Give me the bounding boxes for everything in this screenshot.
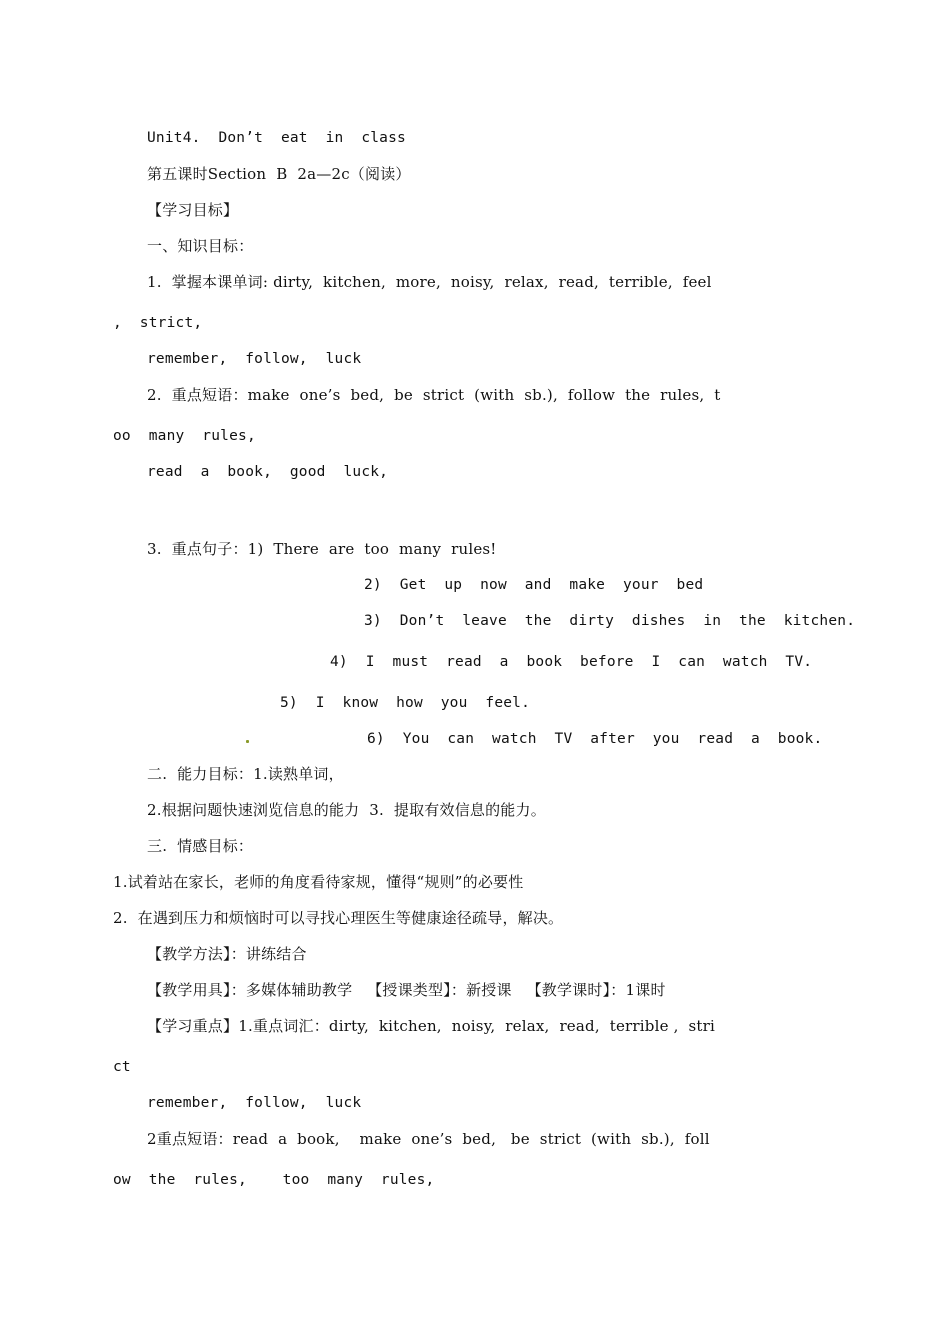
vocabulary-line: 1. 掌握本课单词: dirty, kitchen, more, noisy, relax, read, terrible, feel (147, 273, 712, 291)
knowledge-goals-heading: 一、知识目标： (147, 237, 254, 255)
unit-title: Unit4. Don’t eat in class (147, 130, 406, 146)
vocabulary-line-cont: , strict, (113, 315, 203, 331)
sentences-line-5: 5) I know how you feel. (280, 695, 531, 711)
key-points-vocab: 【学习重点】1.重点词汇：dirty, kitchen, noisy, relax, read, terrible , stri (147, 1017, 716, 1035)
teaching-method: 【教学方法】：讲练结合 (147, 945, 307, 963)
vocabulary-line-2: remember, follow, luck (147, 351, 362, 367)
key-points-phrases-cont: ow the rules, too many rules, (113, 1172, 435, 1188)
sentences-line-2: 2) Get up now and make your bed (364, 577, 704, 593)
key-points-phrases: 2重点短语：read a book, make one’s bed, be strict (with sb.), foll (147, 1130, 710, 1148)
phrases-line: 2. 重点短语：make one’s bed, be strict (with sb.), follow the rules, t (147, 386, 721, 404)
teaching-tools-line: 【教学用具】：多媒体辅助教学 【授课类型】：新授课 【教学课时】：1课时 (147, 981, 666, 999)
sentences-line-6: 6) You can watch TV after you read a book. (367, 731, 823, 747)
section-heading-learning-goals: 【学习目标】 (147, 201, 239, 219)
key-points-vocab-2: remember, follow, luck (147, 1095, 362, 1111)
key-points-vocab-cont: ct (113, 1059, 131, 1075)
emotion-goals-heading: 三. 情感目标： (147, 837, 254, 855)
sentences-line-1: 3. 重点句子：1) There are too many rules! (147, 540, 497, 558)
ability-goals: 二. 能力目标：1.读熟单词， (147, 765, 344, 783)
phrases-line-cont: oo many rules, (113, 428, 256, 444)
emotion-goal-2: 2. 在遇到压力和烦恼时可以寻找心理医生等健康途径疏导，解决。 (113, 909, 564, 927)
stray-dot-mark (246, 740, 249, 743)
lesson-subtitle: 第五课时Section B 2a—2c（阅读） (147, 165, 411, 183)
ability-goals-2: 2.根据问题快速浏览信息的能力 3. 提取有效信息的能力。 (147, 801, 546, 819)
sentences-line-4: 4) I must read a book before I can watch TV. (330, 654, 813, 670)
emotion-goal-1: 1.试着站在家长，老师的角度看待家规，懂得“规则”的必要性 (113, 873, 524, 891)
sentences-line-3: 3) Don’t leave the dirty dishes in the kitchen. (364, 613, 856, 629)
phrases-line-2: read a book, good luck, (147, 464, 389, 480)
